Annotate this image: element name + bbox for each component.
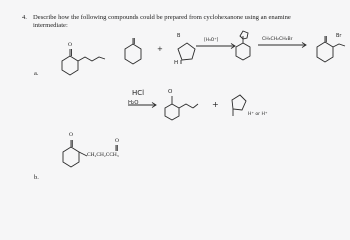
alkylated-product-structure <box>317 36 345 62</box>
lower-oxygen-label: O <box>168 89 173 95</box>
part-a-oxygen-label: O <box>68 42 73 48</box>
hcl-note: HCl <box>132 89 145 97</box>
enamine-structure <box>236 31 250 60</box>
retrosynthesis-fragment-amine <box>232 95 246 116</box>
h2o-note: H₂O <box>128 100 139 106</box>
reaction-arrow-1 <box>196 44 235 49</box>
part-b-side-chain: CH₂CH₂CCH₃ <box>87 152 119 158</box>
plus-sign-1: + <box>157 45 163 53</box>
reagent-1-note: [H₃O⁺] <box>204 38 219 43</box>
bromine-label: Br <box>336 33 342 39</box>
part-a-label: a. <box>34 70 39 77</box>
part-b-label: b. <box>34 174 39 181</box>
part-b-side-chain-oxygen: O <box>115 138 120 144</box>
target-ketone-a <box>62 49 105 75</box>
handwritten-b-mark: B <box>177 33 181 39</box>
question-number: 4. <box>22 14 27 21</box>
retrosynthesis-fragment-ketone <box>165 96 198 120</box>
reaction-arrow-2 <box>258 43 306 48</box>
cyclohexanone-structure <box>125 38 141 64</box>
question-prompt: Describe how the following compounds could be prepared from cyclohexanone using an enamine intermediate: <box>33 14 291 29</box>
amine-h-label: H <box>174 60 179 66</box>
plus-sign-2: + <box>212 100 219 109</box>
reagent-2-note: CH₃CH₂CH₂Br <box>262 37 293 42</box>
acid-note: H⁺ or H⁺ <box>248 112 268 117</box>
pyrrolidine-structure <box>178 43 195 64</box>
part-b-oxygen-label: O <box>69 132 74 138</box>
